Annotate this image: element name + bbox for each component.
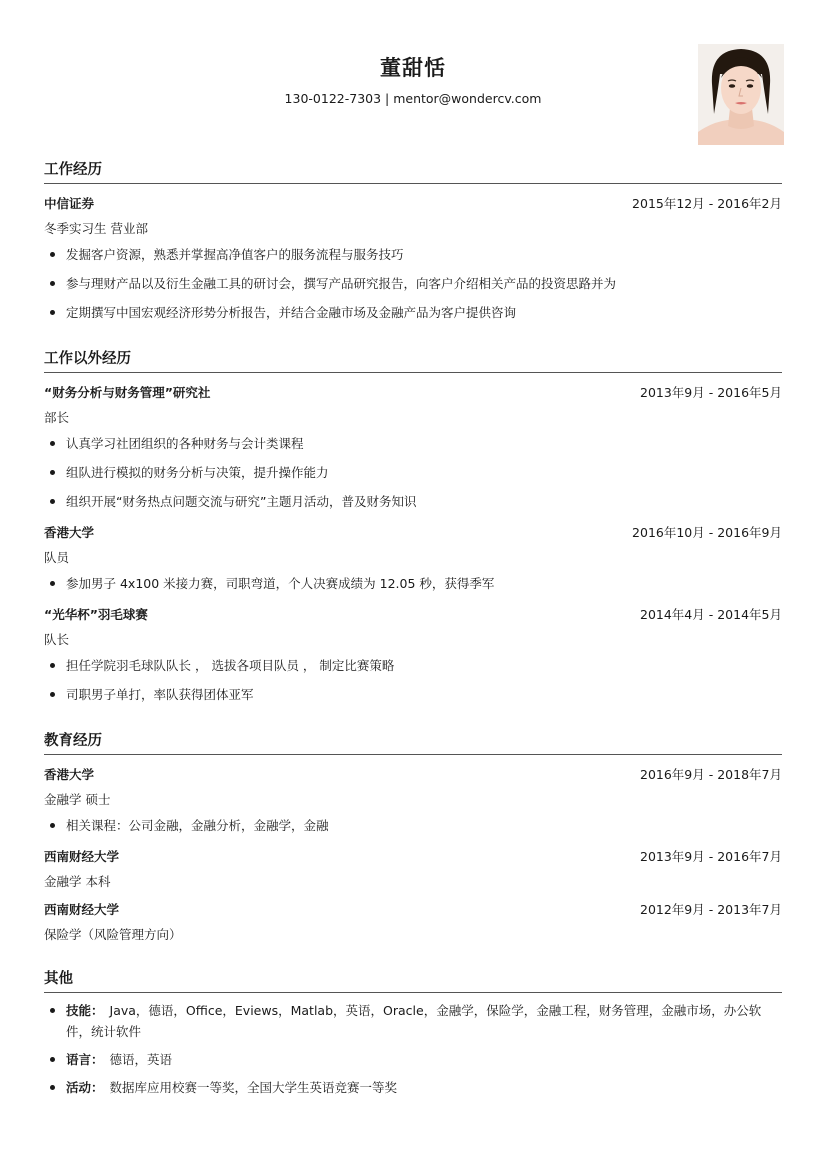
education-section: [44, 728, 782, 950]
entry-date: 2012年9月 - 2013年7月: [640, 902, 782, 917]
list-item: [44, 1077, 782, 1098]
entry-org: 香港大学: [44, 525, 95, 540]
entry-date: 2013年9月 - 2016年7月: [640, 849, 782, 864]
item-label: 语言：: [66, 1052, 104, 1067]
list-item: 定期撰写中国宏观经济形势分析报告，并结合金融市场及金融产品为客户提供咨询: [44, 302, 782, 324]
entry-org: 西南财经大学: [44, 849, 120, 864]
entry-date: 2015年12月 - 2016年2月: [632, 196, 782, 211]
profile-photo: [698, 44, 784, 145]
entry-header: [44, 602, 782, 628]
entry-role: 部长: [44, 410, 70, 425]
entry-date: 2016年9月 - 2018年7月: [640, 767, 782, 782]
section-title: 其他: [44, 971, 73, 987]
section-title: 工作以外经历: [44, 351, 131, 367]
item-text: 数据库应用校赛一等奖，全国大学生英语竞赛一等奖: [109, 1080, 398, 1095]
entry-header: [44, 520, 782, 546]
section-title: 工作经历: [44, 162, 102, 178]
entry-role: 队员: [44, 550, 70, 565]
bullet-list: [44, 655, 782, 706]
entry-role: 保险学（风险管理方向）: [44, 927, 182, 942]
entry-header: [44, 380, 782, 406]
list-item: 组队进行模拟的财务分析与决策，提升操作能力: [44, 462, 782, 484]
entry-org: 西南财经大学: [44, 902, 120, 917]
entry-role: 队长: [44, 632, 70, 647]
list-item: 发掘客户资源，熟悉并掌握高净值客户的服务流程与服务技巧: [44, 244, 782, 266]
entry-date: 2016年10月 - 2016年9月: [632, 525, 782, 540]
item-label: 活动：: [66, 1080, 104, 1095]
section-divider: [44, 372, 782, 373]
contact-info: 130-0122-7303 | mentor@wondercv.com: [284, 91, 542, 106]
candidate-name: 董甜恬: [380, 56, 446, 80]
section-divider: [44, 754, 782, 755]
other-section: [44, 966, 782, 1105]
bullet-list: [44, 433, 782, 513]
section-title: 教育经历: [44, 733, 102, 749]
list-item: [44, 1000, 782, 1042]
entry-header: [44, 762, 782, 788]
list-item: 参与理财产品以及衍生金融工具的研讨会，撰写产品研究报告，向客户介绍相关产品的投资思路并为: [44, 273, 782, 295]
bullet-list: [44, 244, 782, 324]
portrait-illustration: [698, 44, 784, 145]
item-text: 德语，英语: [109, 1052, 173, 1067]
entry-header: [44, 844, 782, 870]
list-item: 司职男子单打，率队获得团体亚军: [44, 684, 782, 706]
list-item: [44, 1049, 782, 1070]
entry-org: “财务分析与财务管理”研究社: [44, 385, 211, 400]
entry-date: 2013年9月 - 2016年5月: [640, 385, 782, 400]
item-label: 技能：: [66, 1003, 104, 1018]
bullet-list: [44, 573, 782, 595]
list-item: 认真学习社团组织的各种财务与会计类课程: [44, 433, 782, 455]
entry-role: 冬季实习生 营业部: [44, 221, 148, 236]
entry-header: [44, 897, 782, 923]
entry-org: 香港大学: [44, 767, 95, 782]
bullet-list: [44, 1000, 782, 1098]
bullet-list: [44, 815, 782, 837]
entry-header: [44, 191, 782, 217]
section-divider: [44, 992, 782, 993]
extra-section: [44, 346, 782, 713]
entry-role: 金融学 硕士: [44, 792, 111, 807]
entry-date: 2014年4月 - 2014年5月: [640, 607, 782, 622]
list-item: 担任学院羽毛球队队长 ， 选拔各项目队员 ， 制定比赛策略: [44, 655, 782, 677]
section-divider: [44, 183, 782, 184]
entry-org: 中信证券: [44, 196, 95, 211]
entry-role: 金融学 本科: [44, 874, 111, 889]
list-item: 参加男子 4x100 米接力赛，司职弯道，个人决赛成绩为 12.05 秒，获得季军: [44, 573, 782, 595]
entry-org: “光华杯”羽毛球赛: [44, 607, 148, 622]
work-section: [44, 157, 782, 331]
list-item: 组织开展“财务热点问题交流与研究”主题月活动，普及财务知识: [44, 491, 782, 513]
list-item: 相关课程：公司金融，金融分析，金融学，金融: [44, 815, 782, 837]
item-text: Java，德语，Office，Eviews，Matlab，英语，Oracle，金融学，保险学，金融工程，财务管理，金融市场，办公软件，统计软件: [66, 1003, 762, 1039]
